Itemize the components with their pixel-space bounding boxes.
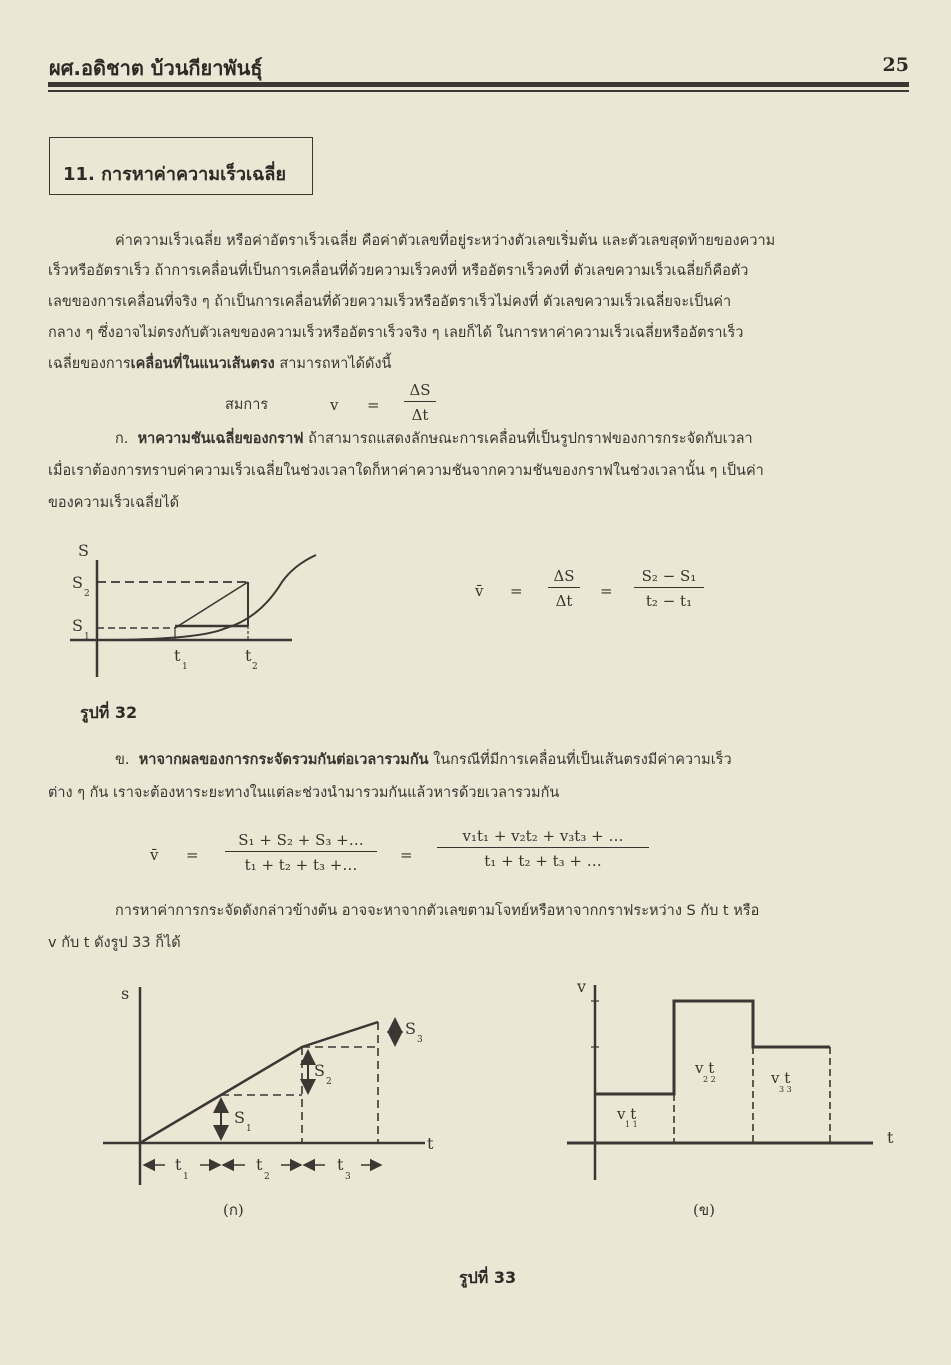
s1-subscript: 1 bbox=[84, 632, 90, 642]
item-b-line1 bbox=[115, 745, 732, 775]
equation3-fraction1 bbox=[225, 831, 377, 874]
t2-subscript: 2 bbox=[264, 1172, 270, 1182]
equation2-frac1-numerator: ΔS bbox=[548, 567, 580, 588]
item-a-line1 bbox=[115, 424, 753, 454]
area3-label: v t bbox=[771, 1069, 791, 1087]
area3-subscript: 3 3 bbox=[779, 1085, 792, 1094]
t2-subscript: 2 bbox=[252, 662, 258, 672]
equation1-fraction bbox=[404, 381, 436, 424]
page-number: 25 bbox=[882, 54, 909, 76]
s3-label: S bbox=[405, 1019, 416, 1038]
intro-line-last bbox=[48, 349, 391, 379]
equation1-lhs: v bbox=[330, 396, 339, 414]
s1-label: S bbox=[72, 616, 83, 635]
equation3-lhs: v̄ bbox=[150, 846, 159, 864]
figure-32-graph bbox=[50, 530, 350, 690]
t1-subscript: 1 bbox=[183, 1172, 189, 1182]
s1-subscript: 1 bbox=[246, 1124, 252, 1134]
t1-label: t bbox=[174, 646, 181, 665]
t3-label: t bbox=[337, 1155, 344, 1174]
t2-label: t bbox=[256, 1155, 263, 1174]
closing-line2: v กับ t ดังรูป 33 ก็ได้ bbox=[48, 935, 181, 951]
s2-label: S bbox=[314, 1061, 325, 1080]
s1-label: S bbox=[234, 1108, 245, 1127]
equation1-denominator: Δt bbox=[411, 406, 429, 424]
equation3-frac1-numerator: S₁ + S₂ + S₃ +… bbox=[225, 831, 377, 852]
y-axis-label: v bbox=[577, 977, 587, 996]
closing-line1: การหาค่าการกระจัดดังกล่าวข้างต้น อาจจะหาจากตัวเลขตามโจทย์หรือหาจากกราฟระหว่าง S กับ t หรือ bbox=[115, 903, 760, 919]
header-rule-thick bbox=[48, 82, 909, 87]
displacement-line bbox=[140, 1022, 378, 1143]
intro-line: เลขของการเคลื่อนที่จริง ๆ ถ้าเป็นการเคลื่อนที่ด้วยความเร็วหรืออัตราเร็วไม่คงที่ ตัวเลขความเร็วเฉลี่ยจะเป็นค่า bbox=[48, 294, 732, 310]
y-axis-label: S bbox=[78, 541, 89, 560]
equation2-equals: = bbox=[510, 582, 523, 600]
area1-label: v t bbox=[617, 1105, 637, 1123]
intro-text: สามารถหาได้ดังนี้ bbox=[274, 356, 392, 372]
item-b-marker: ข. bbox=[115, 752, 130, 768]
equation3-equals: = bbox=[186, 846, 199, 864]
item-a-line2: เมื่อเราต้องการทราบค่าความเร็วเฉลี่ยในช่วงเวลาใดก็หาค่าความชันจากความชันของกราฟในช่วงเวลานั้น ๆ เป็นค่า bbox=[48, 463, 764, 479]
equation1-label: สมการ bbox=[225, 397, 269, 413]
area2-subscript: 2 2 bbox=[703, 1075, 716, 1084]
area2-label: v t bbox=[695, 1059, 715, 1077]
item-a-line3: ของความเร็วเฉลี่ยได้ bbox=[48, 495, 180, 511]
intro-text: เฉลี่ยของการ bbox=[48, 356, 131, 372]
s2-label: S bbox=[72, 573, 83, 592]
item-a-marker: ก. bbox=[115, 431, 129, 447]
x-axis-label: t bbox=[887, 1128, 894, 1147]
intro-line: ค่าความเร็วเฉลี่ย หรือค่าอัตราเร็วเฉลี่ย คือค่าตัวเลขที่อยู่ระหว่างตัวเลขเริ่มต้น และตัวเลขสุดท้ายของความ bbox=[115, 233, 776, 249]
header-rule-thin bbox=[48, 90, 909, 92]
t2-label: t bbox=[245, 646, 252, 665]
equation2-frac2-numerator: S₂ − S₁ bbox=[634, 567, 704, 588]
secant-line bbox=[175, 582, 248, 628]
running-header-author: ผศ.อดิชาต บ้วนกียาพันธุ์ bbox=[49, 56, 263, 80]
area1-subscript: 1 1 bbox=[625, 1120, 638, 1129]
s2-subscript: 2 bbox=[326, 1077, 332, 1087]
equation3-equals-2: = bbox=[400, 846, 413, 864]
section-title: 11. การหาค่าความเร็วเฉลี่ย bbox=[63, 164, 286, 185]
item-b-text: ในกรณีที่มีการเคลื่อนที่เป็นเส้นตรงมีค่าความเร็ว bbox=[428, 752, 732, 768]
intro-bold-term: เคลื่อนที่ในแนวเส้นตรง bbox=[130, 356, 275, 372]
item-a-text: ถ้าสามารถแสดงลักษณะการเคลื่อนที่เป็นรูปกราฟของการกระจัดกับเวลา bbox=[303, 431, 753, 447]
figure-33b-label: (ข) bbox=[693, 1201, 715, 1219]
item-b-line2: ต่าง ๆ กัน เราจะต้องหาระยะทางในแต่ละช่วงนำมารวมกันแล้วหารด้วยเวลารวมกัน bbox=[48, 785, 560, 801]
equation2-equals-2: = bbox=[600, 582, 613, 600]
equation2-frac2-denominator: t₂ − t₁ bbox=[645, 592, 693, 610]
equation2-frac1-denominator: Δt bbox=[555, 592, 573, 610]
intro-line: กลาง ๆ ซึ่งอาจไม่ตรงกับตัวเลขของความเร็วหรืออัตราเร็วจริง ๆ เลยก็ได้ ในการหาค่าความเร็วเฉลี่ยหรืออัตราเร็ว bbox=[48, 325, 744, 341]
t1-subscript: 1 bbox=[182, 662, 188, 672]
figure-32-caption: รูปที่ 32 bbox=[80, 703, 138, 722]
item-b-heading: หาจากผลของการกระจัดรวมกันต่อเวลารวมกัน bbox=[138, 752, 429, 768]
y-axis-label: s bbox=[121, 984, 130, 1003]
figure-33a-label: (ก) bbox=[223, 1201, 244, 1219]
equation3-frac1-denominator: t₁ + t₂ + t₃ +… bbox=[244, 856, 358, 874]
item-a-heading: หาความชันเฉลี่ยของกราฟ bbox=[137, 431, 304, 447]
equation2-lhs: v̄ bbox=[475, 582, 484, 600]
s2-subscript: 2 bbox=[84, 589, 90, 599]
equation1-numerator: ΔS bbox=[404, 381, 436, 402]
x-axis-label: t bbox=[427, 1134, 434, 1153]
equation3-fraction2 bbox=[437, 827, 649, 870]
figure-33-caption: รูปที่ 33 bbox=[459, 1268, 517, 1287]
t3-subscript: 3 bbox=[345, 1172, 351, 1182]
figure-33b-graph bbox=[555, 975, 915, 1225]
equation2-fraction2 bbox=[634, 567, 704, 610]
intro-line: เร็วหรืออัตราเร็ว ถ้าการเคลื่อนที่เป็นการเคลื่อนที่ด้วยความเร็วคงที่ หรืออัตราเร็วคงที่ ตัวเลขความเร็วเฉลี่ยก็คือตัว bbox=[48, 263, 749, 279]
t1-label: t bbox=[175, 1155, 182, 1174]
figure-33a-graph bbox=[95, 975, 455, 1225]
equation3-frac2-denominator: t₁ + t₂ + t₃ + … bbox=[484, 852, 602, 870]
equation2-fraction1 bbox=[548, 567, 580, 610]
equation3-frac2-numerator: v₁t₁ + v₂t₂ + v₃t₃ + … bbox=[437, 827, 649, 848]
equation1-equals: = bbox=[367, 396, 380, 414]
s3-subscript: 3 bbox=[417, 1035, 423, 1045]
